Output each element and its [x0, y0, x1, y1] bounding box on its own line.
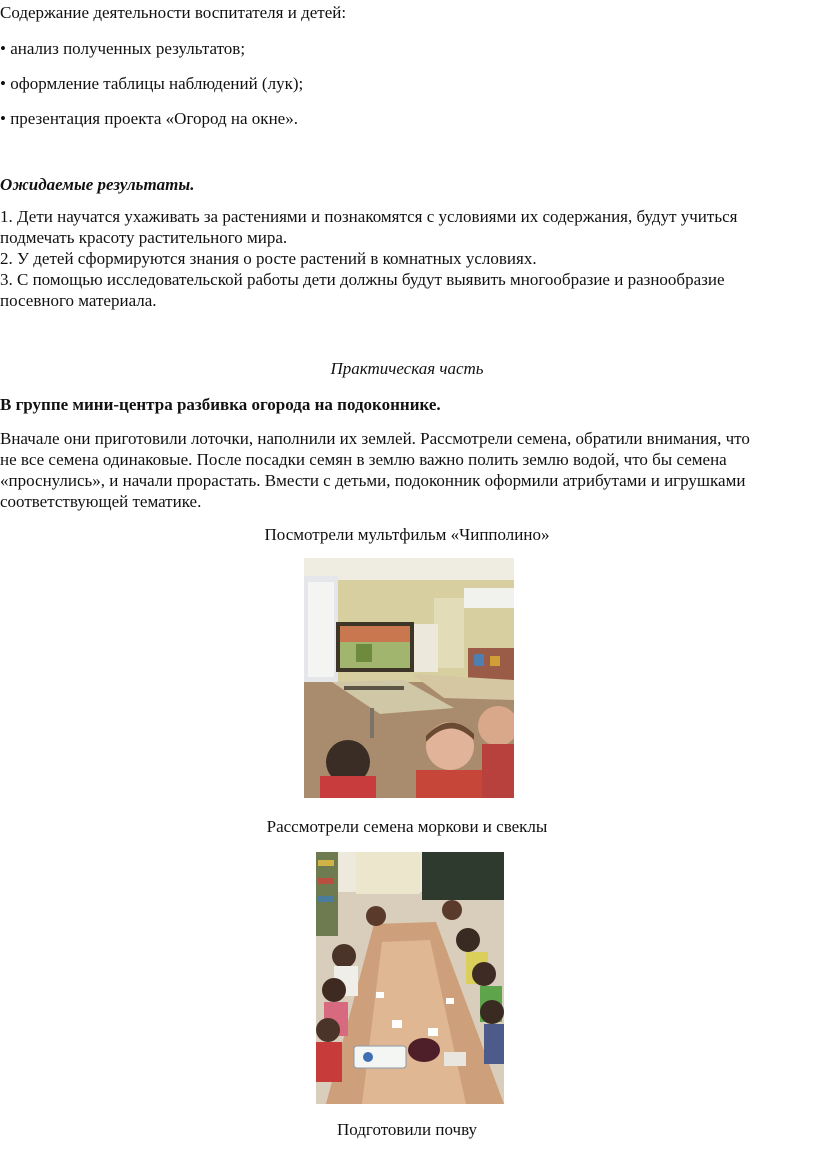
paragraph-line: соответствующей тематике. [0, 492, 202, 511]
intro-bullet: • презентация проекта «Огород на окне». [0, 109, 298, 128]
photo-classroom-cartoon [304, 558, 514, 798]
photo-seeds-table [316, 852, 504, 1104]
intro-bullet: • оформление таблицы наблюдений (лук); [0, 74, 304, 93]
expected-results-line: 1. Дети научатся ухаживать за растениями и познакомятся с условиями их содержания, будут учиться [0, 207, 738, 226]
expected-results-line: 2. У детей сформируются знания о росте растений в комнатных условиях. [0, 249, 537, 268]
photo-caption: Подготовили почву [336, 1120, 478, 1139]
expected-results-line: подмечать красоту растительного мира. [0, 228, 288, 247]
paragraph-line: не все семена одинаковые. После посадки семян в землю важно полить землю водой, что бы семена [0, 450, 727, 469]
intro-bullet: • анализ полученных результатов; [0, 39, 246, 58]
expected-results-title: Ожидаемые результаты. [0, 175, 195, 194]
expected-results-line: посевного материала. [0, 291, 157, 310]
photo-caption: Посмотрели мультфильм «Чипполино» [264, 525, 550, 544]
subheading: В группе мини-центра разбивка огорода на подоконнике. [0, 395, 441, 414]
intro-heading: Содержание деятельности воспитателя и детей: [0, 3, 347, 22]
section-title: Практическая часть [330, 359, 484, 378]
practical-paragraph [0, 428, 814, 512]
expected-results-list [0, 206, 814, 311]
paragraph-line: Вначале они приготовили лоточки, наполнили их землей. Рассмотрели семена, обратили внимания, что [0, 429, 750, 448]
expected-results-line: 3. С помощью исследовательской работы дети должны будут выявить многообразие и разнообразие [0, 270, 725, 289]
paragraph-line: «проснулись», и начали прорастать. Вмести с детьми, подоконник оформили атрибутами и игрушками [0, 471, 746, 490]
photo-caption: Рассмотрели семена моркови и свеклы [266, 817, 548, 836]
